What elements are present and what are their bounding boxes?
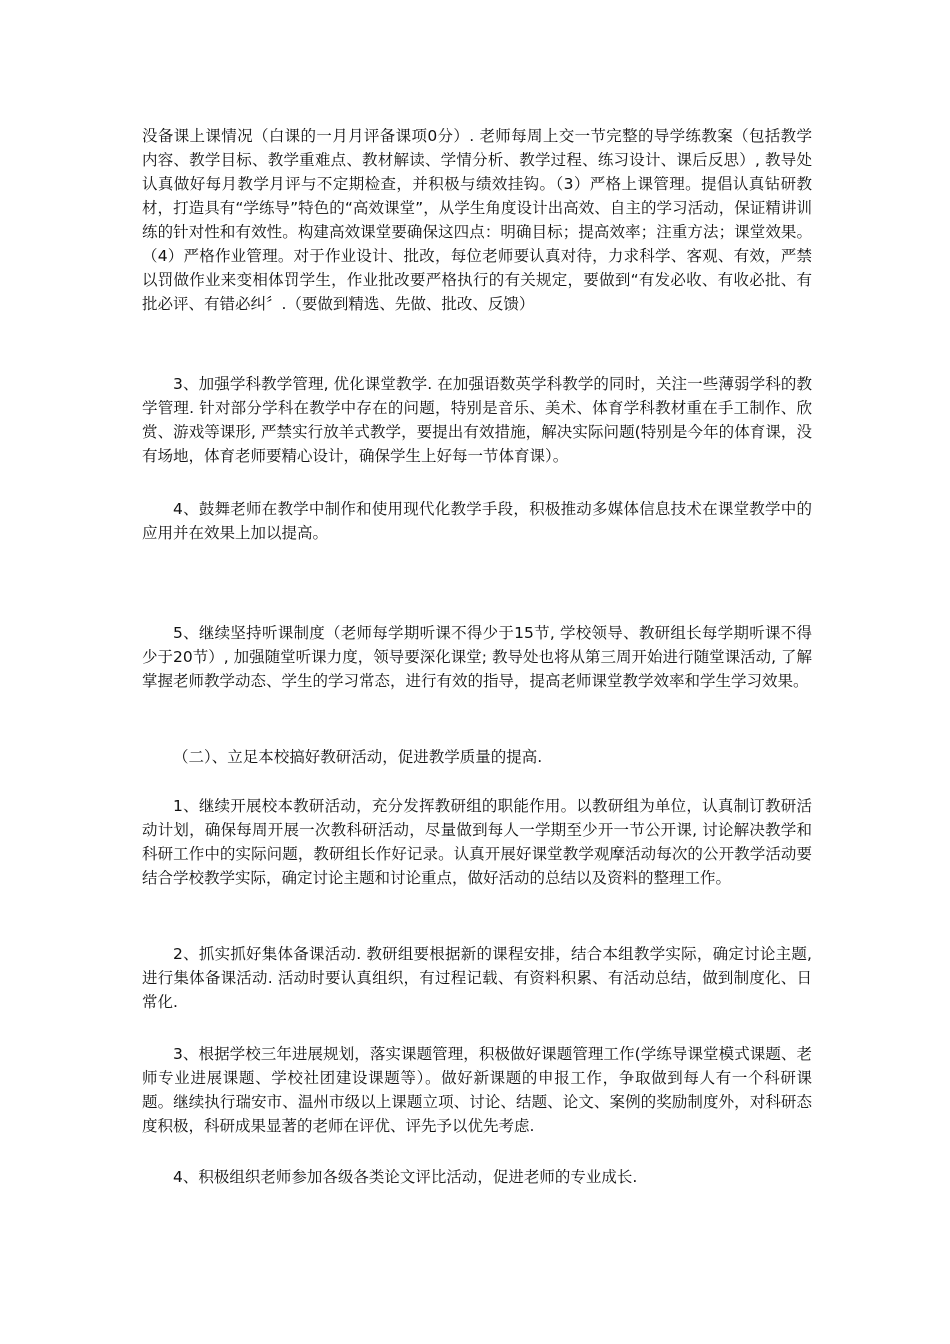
- paragraph-research-projects: 3、根据学校三年进展规划，落实课题管理，积极做好课题管理工作(学练导课堂模式课题、老师专业进展课题、学校社团建设课题等）。做好新课题的申报工作，争取做到每人有一个科研课题。继续执行瑞安市、温州市级以上课题立项、讨论、结题、论文、案例的奖励制度外，对科研态度积极，科研成果显著的老师在评优、评先予以优先考虑.: [142, 1045, 812, 1135]
- paragraph-modern-teaching: 4、鼓舞老师在教学中制作和使用现代化教学手段，积极推动多媒体信息技术在课堂教学中的应用并在效果上加以提高。: [142, 500, 812, 542]
- section-heading-research: （二）、立足本校搞好教研活动，促进教学质量的提高.: [173, 748, 543, 766]
- paragraph-paper-competitions: 4、积极组织老师参加各级各类论文评比活动，促进老师的专业成长.: [173, 1168, 638, 1186]
- paragraph-collective-lesson-prep: 2、抓实抓好集体备课活动. 教研组要根据新的课程安排，结合本组教学实际，确定讨论主题, 进行集体备课活动. 活动时要认真组织，有过程记载、有资料积累、有活动总结，做到制度化、日常化.: [142, 945, 812, 1011]
- paragraph-routine-management: 没备课上课情况（白课的一月月评备课项0分）. 老师每周上交一节完整的导学练教案（包括教学内容、教学目标、教学重难点、教材解读、学情分析、教学过程、练习设计、课后反思）, 教导处认真做好每月教学月评与不定期检查，并积极与绩效挂钩。（3）严格上课管理。提倡认真钻研教材，打造具有“学练导”特色的“高效课堂”，从学生角度设计出高效、自主的学习活动，保证精讲训练的针对性和有效性。构建高效课堂要确保这四点：明确目标；提高效率；注重方法；课堂效果。（4）严格作业管理。对于作业设计、批改，每位老师要认真对待，力求科学、客观、有效，严禁以罚做作业来变相体罚学生，作业批改要严格执行的有关规定，要做到“有发必收、有收必批、有批必评、有错必纠〞.（要做到精选、先做、批改、反馈）: [142, 127, 812, 313]
- paragraph-subject-management: 3、加强学科教学管理, 优化课堂教学. 在加强语数英学科教学的同时，关注一些薄弱学科的教学管理. 针对部分学科在教学中存在的问题，特别是音乐、美术、体育学科教材重在手工制作、欣赏、游戏等课形, 严禁实行放羊式教学，要提出有效措施，解决实际问题(特别是今年的体育课，没有场地，体育老师要精心设计，确保学生上好每一节体育课）。: [142, 375, 812, 465]
- paragraph-school-research: 1、继续开展校本教研活动，充分发挥教研组的职能作用。以教研组为单位，认真制订教研活动计划，确保每周开展一次教科研活动，尽量做到每人一学期至少开一节公开课, 讨论解决教学和科研工作中的实际问题，教研组长作好记录。认真开展好课堂教学观摩活动每次的公开教学活动要结合学校教学实际，确定讨论主题和讨论重点，做好活动的总结以及资料的整理工作。: [142, 797, 812, 887]
- paragraph-lesson-observation: 5、继续坚持听课制度（老师每学期听课不得少于15节, 学校领导、教研组长每学期听课不得少于20节）, 加强随堂听课力度，领导要深化课堂; 教导处也将从第三周开始进行随堂课活动, 了解掌握老师教学动态、学生的学习常态，进行有效的指导，提高老师课堂教学效率和学生学习效果。: [142, 624, 812, 690]
